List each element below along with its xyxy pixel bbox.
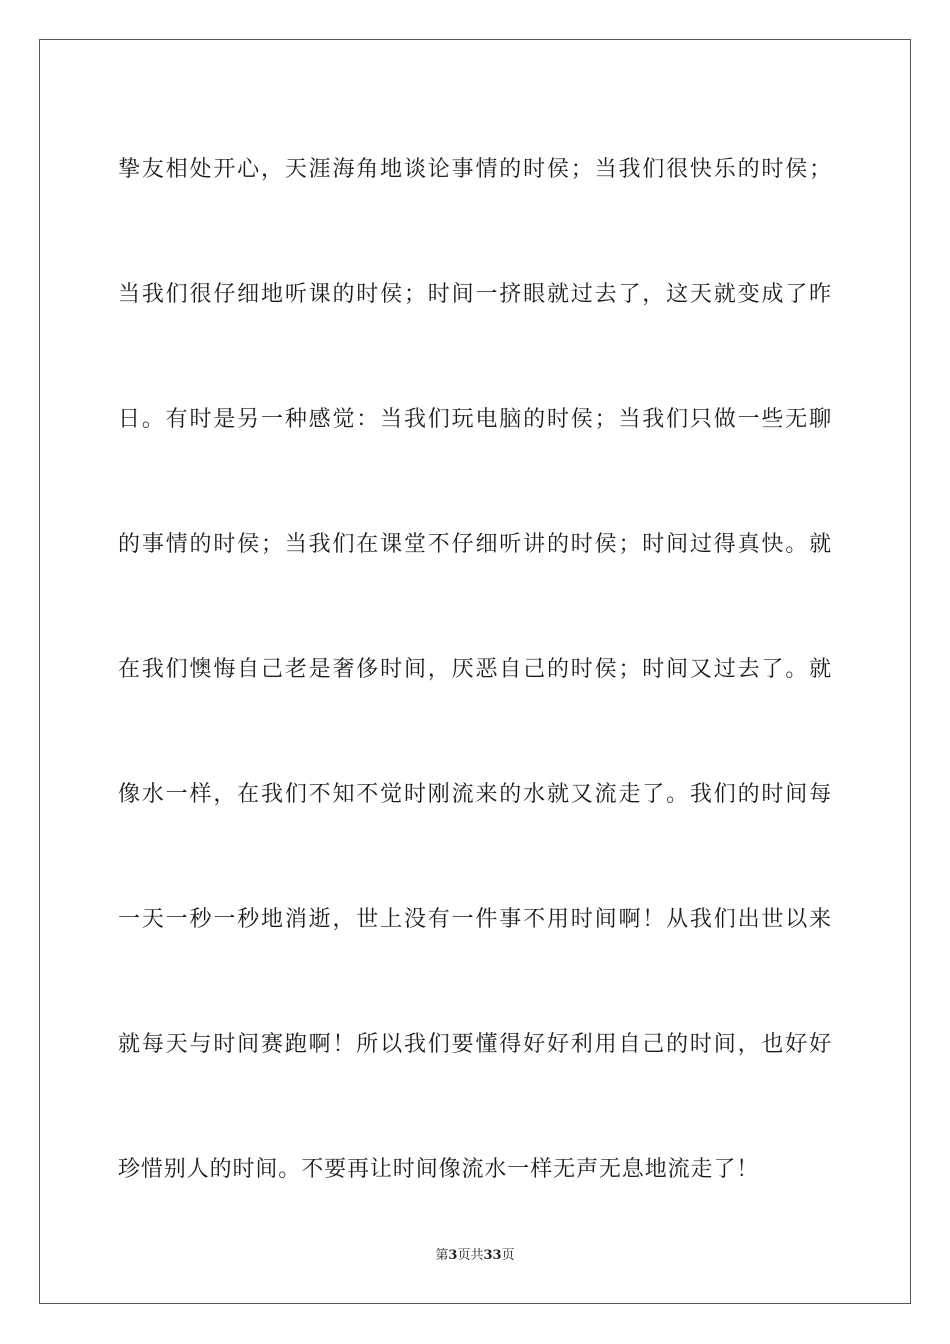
total-suffix: 页	[501, 1248, 515, 1263]
body-line: 的事情的时侯；当我们在课堂不仔细听讲的时侯；时间过得真快。就	[118, 532, 832, 557]
page-suffix: 页	[457, 1248, 471, 1263]
body-line: 在我们懊悔自己老是奢侈时间，厌恶自己的时侯；时间又过去了。就	[118, 657, 832, 682]
body-line: 就每天与时间赛跑啊！所以我们要懂得好好利用自己的时间，也好好	[118, 1032, 832, 1057]
body-line: 一天一秒一秒地消逝，世上没有一件事不用时间啊！从我们出世以来	[118, 907, 832, 932]
body-line: 像水一样，在我们不知不觉时刚流来的水就又流走了。我们的时间每	[118, 782, 832, 807]
body-line: 当我们很仔细地听课的时侯；时间一挤眼就过去了，这天就变成了昨	[118, 282, 832, 307]
current-page-number: 3	[448, 1248, 458, 1263]
page-prefix: 第	[435, 1248, 449, 1263]
total-prefix: 共	[470, 1248, 484, 1263]
body-line: 珍惜别人的时间。不要再让时间像流水一样无声无息地流走了！	[118, 1157, 760, 1182]
body-line: 日。有时是另一种感觉：当我们玩电脑的时侯；当我们只做一些无聊	[118, 407, 832, 432]
page-footer	[0, 1247, 950, 1265]
total-pages-number: 33	[483, 1248, 502, 1263]
body-line: 挚友相处开心，天涯海角地谈论事情的时侯；当我们很快乐的时侯；	[118, 157, 832, 182]
